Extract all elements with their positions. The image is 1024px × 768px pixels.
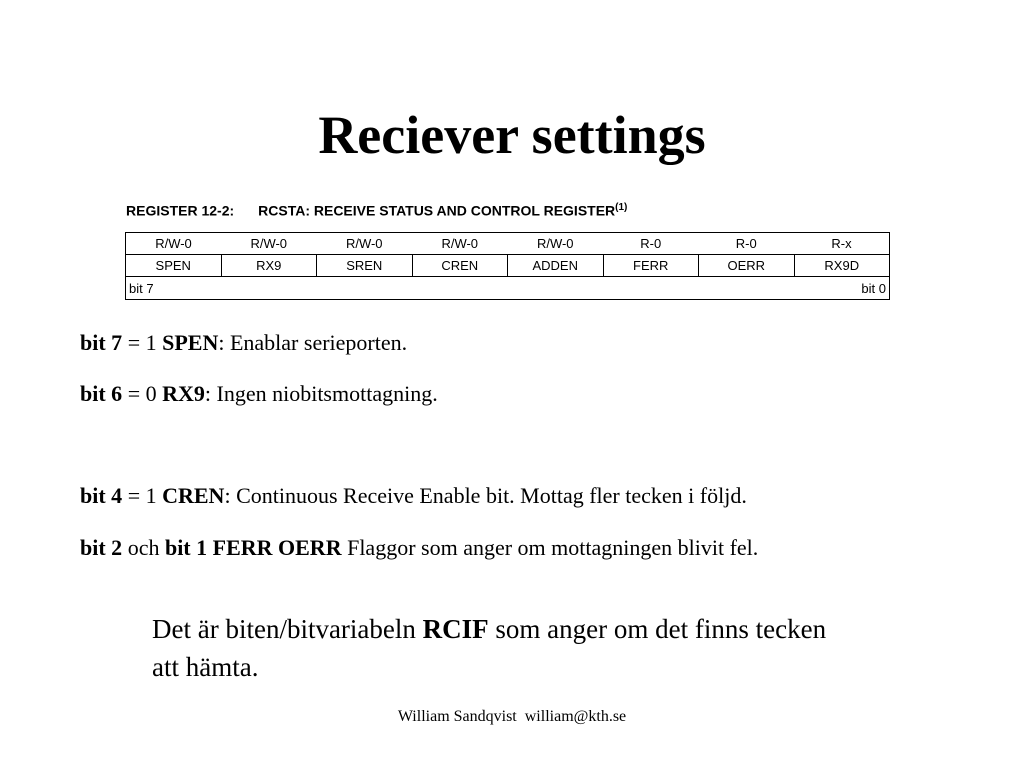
access-cell: R-0: [603, 233, 699, 255]
bit-name-cell: CREN: [412, 255, 508, 277]
register-name: RCSTA: RECEIVE STATUS AND CONTROL REGISTER: [258, 202, 616, 219]
bit-description-line: [80, 381, 438, 407]
bit-ref: bit 6: [80, 381, 123, 406]
bit-description: : Enablar serieporten.: [218, 330, 408, 355]
bit-field-name: RX9: [162, 381, 205, 406]
bit-low-label: bit 0: [861, 280, 886, 296]
bit-name-row: [126, 255, 890, 277]
register-footnote: (1): [615, 202, 628, 213]
bit-description-line: [80, 330, 407, 356]
bit-field-name: CREN: [162, 483, 225, 508]
access-cell: R-x: [794, 233, 890, 255]
bit-name-cell: OERR: [699, 255, 795, 277]
access-cell: R/W-0: [126, 233, 222, 255]
bit-description: Flaggor som anger om mottagningen blivit fel.: [341, 535, 759, 560]
access-cell: R/W-0: [317, 233, 413, 255]
bit-name-cell: FERR: [603, 255, 699, 277]
bit-name-cell: ADDEN: [508, 255, 604, 277]
access-cell: R/W-0: [221, 233, 317, 255]
bit-name-cell: RX9: [221, 255, 317, 277]
bit-field-name: SPEN: [162, 330, 219, 355]
access-cell: R/W-0: [412, 233, 508, 255]
register-label: REGISTER 12-2:: [126, 202, 235, 219]
bit-name-cell: RX9D: [794, 255, 890, 277]
bit-description-line: [80, 483, 747, 509]
register-table: [125, 232, 890, 300]
bit-value: = 1: [122, 330, 163, 355]
bit-description: : Continuous Receive Enable bit. Mottag fler tecken i följd.: [224, 483, 747, 508]
bit-name-cell: SREN: [317, 255, 413, 277]
register-caption: [126, 202, 627, 219]
bit-range-cell: [126, 277, 890, 300]
bit-connector: och: [122, 535, 165, 560]
bit-range-row: [126, 277, 890, 300]
note-text-post: som anger om det finns tecken att hämta.: [152, 614, 827, 682]
bit-value: = 0: [122, 381, 163, 406]
bit-high-label: bit 7: [129, 280, 154, 296]
bit-description-line: [80, 535, 758, 561]
bit-description: : Ingen niobitsmottagning.: [204, 381, 438, 406]
bit-ref: bit 2: [80, 535, 123, 560]
note-text-pre: Det är biten/bitvariabeln: [152, 614, 423, 644]
access-cell: R/W-0: [508, 233, 604, 255]
bit-field-name: bit 1 FERR OERR: [164, 535, 342, 560]
bit-ref: bit 7: [80, 330, 123, 355]
bit-name-cell: SPEN: [126, 255, 222, 277]
access-row: [126, 233, 890, 255]
note-keyword: RCIF: [422, 614, 489, 644]
bit-ref: bit 4: [80, 483, 123, 508]
rcif-note: [152, 610, 852, 686]
slide-title: Reciever settings: [318, 105, 706, 165]
bit-value: = 1: [122, 483, 163, 508]
access-cell: R-0: [699, 233, 795, 255]
footer-author: William Sandqvist william@kth.se: [397, 708, 627, 725]
